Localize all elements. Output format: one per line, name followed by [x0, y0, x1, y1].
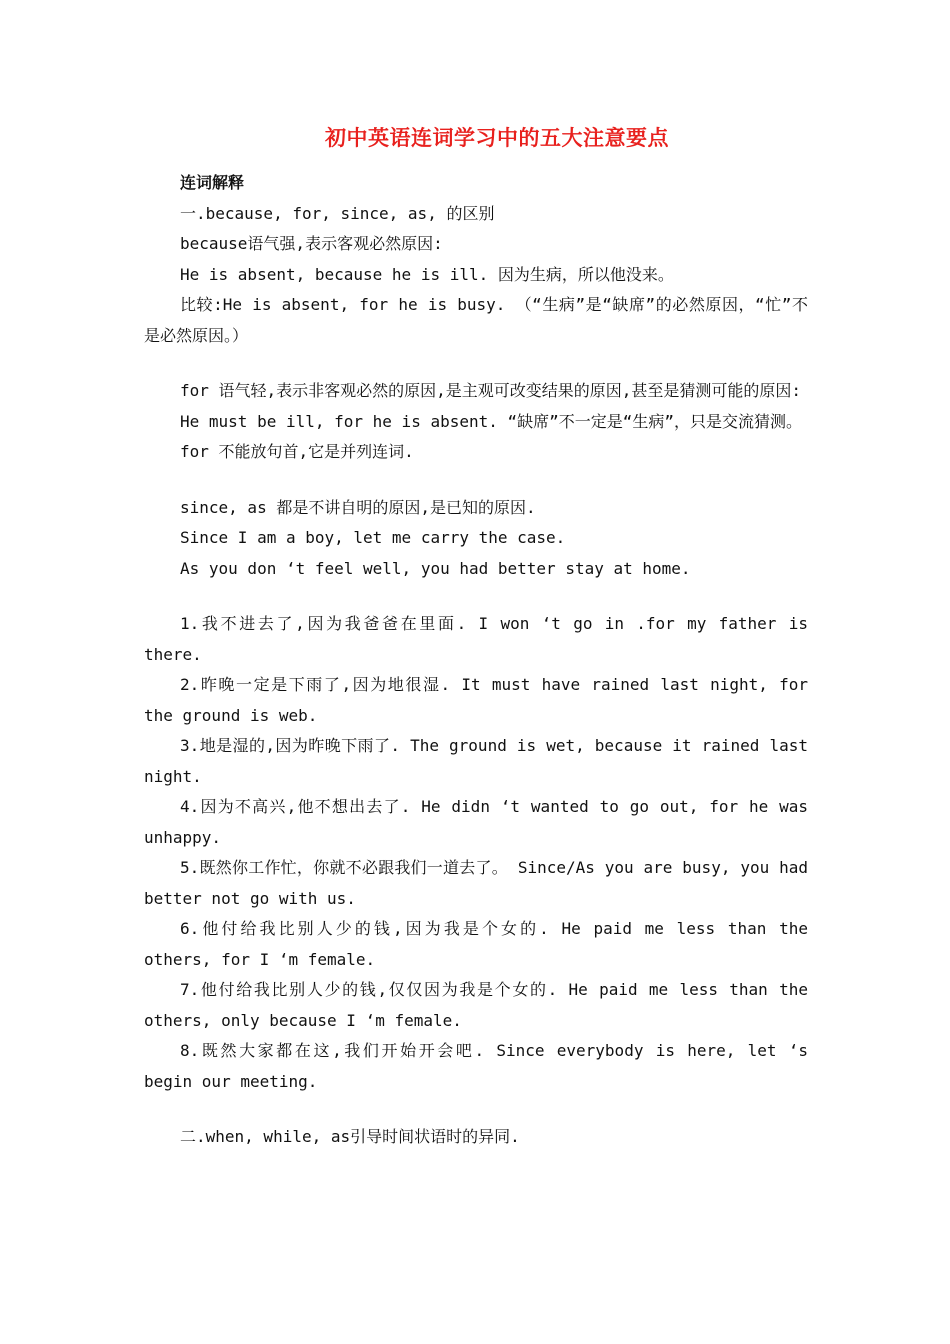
- paragraph-gap: [144, 584, 808, 609]
- section1-heading: 一.because, for, since, as, 的区别: [180, 203, 495, 223]
- because-description: because语气强,表示客观必然原因:: [180, 234, 443, 253]
- example-item: 8.既然大家都在这,我们开始开会吧. Since everybody is here, let ‘s begin our meeting.: [144, 1041, 808, 1091]
- example-item: 6.他付给我比别人少的钱,因为我是个女的. He paid me less than the others, for I ‘m female.: [144, 919, 808, 969]
- paragraph-gap: [144, 351, 808, 376]
- section-heading: 连词解释: [180, 173, 245, 192]
- example-item: 7.他付给我比别人少的钱,仅仅因为我是个女的. He paid me less than the others, only because I ‘m female.: [144, 980, 808, 1030]
- example-item: 4.因为不高兴,他不想出去了. He didn ‘t wanted to go out, for he was unhappy.: [144, 797, 808, 847]
- example-item: 2.昨晚一定是下雨了,因为地很湿. It must have rained last night, for the ground is web.: [144, 675, 808, 725]
- for-description: for 语气轻,表示非客观必然的原因,是主观可改变结果的原因,甚至是猜测可能的原因:: [180, 381, 802, 400]
- for-example: He must be ill, for he is absent. “缺席”不一定是“生病”，只是交流猜测。: [180, 411, 803, 431]
- paragraph-gap: [144, 468, 808, 493]
- since-example: Since I am a boy, let me carry the case.: [180, 528, 566, 547]
- because-example: He is absent, because he is ill. 因为生病，所以他没来。: [180, 264, 674, 284]
- paragraph-gap: [144, 1097, 808, 1122]
- example-item: 3.地是湿的,因为昨晚下雨了. The ground is wet, because it rained last night.: [144, 736, 808, 786]
- example-item: 1.我不进去了,因为我爸爸在里面. I won ‘t go in .for my father is there.: [144, 614, 808, 664]
- as-example: As you don ‘t feel well, you had better stay at home.: [180, 558, 691, 578]
- document-body: [144, 168, 808, 1153]
- example-item: 5.既然你工作忙，你就不必跟我们一道去了。 Since/As you are busy, you had better not go with us.: [144, 858, 808, 908]
- compare-note: 比较:He is absent, for he is busy. （“生病”是“缺席”的必然原因，“忙”不是必然原因。）: [144, 295, 808, 345]
- document-title: 初中英语连词学习中的五大注意要点: [325, 126, 669, 150]
- for-note: for 不能放句首,它是并列连词.: [180, 442, 414, 461]
- section2-heading: 二.when, while, as引导时间状语时的异同.: [180, 1127, 520, 1146]
- since-as-description: since, as 都是不讲自明的原因,是已知的原因.: [180, 497, 536, 517]
